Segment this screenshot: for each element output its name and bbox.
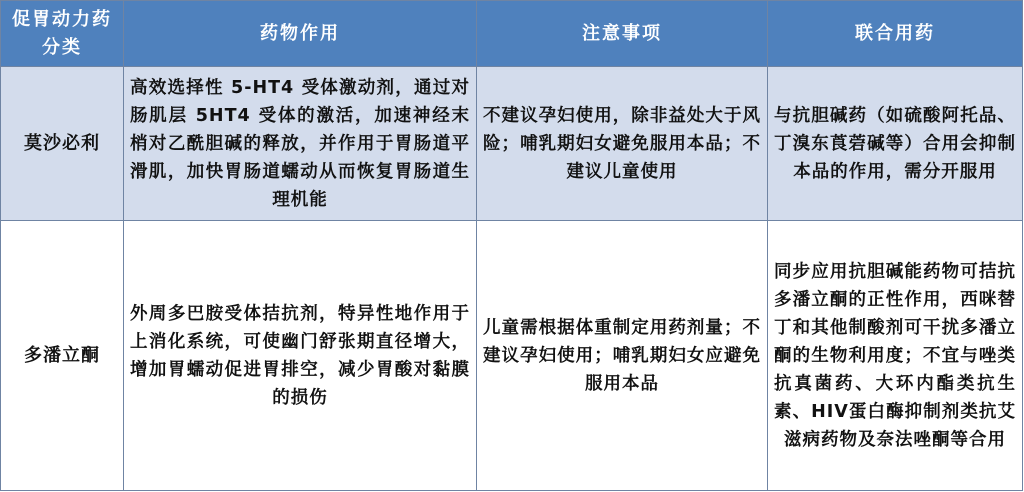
drug-combination-cell: 同步应用抗胆碱能药物可拮抗多潘立酮的正性作用，西咪替丁和其他制酸剂可干扰多潘立酮的生物利用度；不宜与唑类抗真菌药、大环内酯类抗生素、HIV蛋白酶抑制剂类抗艾滋病药物及奈法唑酮等合用 xyxy=(768,221,1023,491)
header-category: 促胃动力药分类 xyxy=(1,1,124,67)
table-row xyxy=(1,221,1023,491)
drug-action-cell: 高效选择性 5-HT4 受体激动剂，通过对肠肌层 5HT4 受体的激活，加速神经末梢对乙酰胆碱的释放，并作用于胃肠道平滑肌，加快胃肠道蠕动从而恢复胃肠道生理机能 xyxy=(124,67,477,221)
drug-name-cell: 莫沙必利 xyxy=(1,67,124,221)
header-action: 药物作用 xyxy=(124,1,477,67)
drug-cautions-cell: 不建议孕妇使用，除非益处大于风险；哺乳期妇女避免服用本品；不建议儿童使用 xyxy=(477,67,768,221)
table-row xyxy=(1,67,1023,221)
drug-name-cell: 多潘立酮 xyxy=(1,221,124,491)
header-row xyxy=(1,1,1023,67)
drug-combination-cell: 与抗胆碱药（如硫酸阿托品、丁溴东莨菪碱等）合用会抑制本品的作用，需分开服用 xyxy=(768,67,1023,221)
drug-action-cell: 外周多巴胺受体拮抗剂，特异性地作用于上消化系统，可使幽门舒张期直径增大，增加胃蠕动促进胃排空，减少胃酸对黏膜的损伤 xyxy=(124,221,477,491)
header-combination: 联合用药 xyxy=(768,1,1023,67)
header-cautions: 注意事项 xyxy=(477,1,768,67)
drug-cautions-cell: 儿童需根据体重制定用药剂量；不建议孕妇使用；哺乳期妇女应避免服用本品 xyxy=(477,221,768,491)
